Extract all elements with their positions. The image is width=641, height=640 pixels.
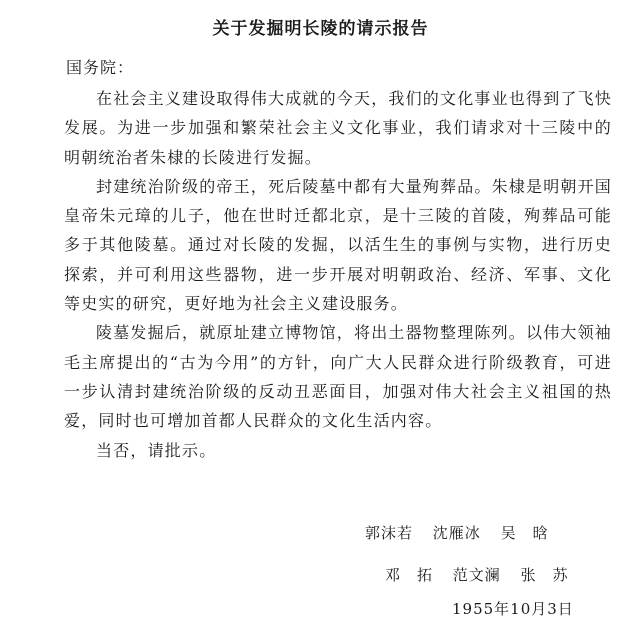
paragraph-2: 封建统治阶级的帝王，死后陵墓中都有大量殉葬品。朱棣是明朝开国皇帝朱元璋的儿子，他在世时迁都北京，是十三陵的首陵，殉葬品可能多于其他陵墓。通过对长陵的发掘，以活生生的事例与实物，进行历史探索，并可利用这些器物，进一步开展对明朝政治、经济、军事、文化等史实的研究，更好地为社会主义建设服务。 — [64, 176, 613, 314]
document-date: 1955年10月3日 — [452, 600, 574, 618]
signatory: 吴 晗 — [500, 524, 549, 542]
signatory: 范文澜 — [452, 566, 501, 584]
closing-request: 当否，请批示。 — [96, 440, 217, 460]
paragraph-1: 在社会主义建设取得伟大成就的今天，我们的文化事业也得到了飞快发展。为进一步加强和繁荣社会主义文化事业，我们请求对十三陵中的明朝统治者朱棣的长陵进行发掘。 — [64, 89, 613, 167]
document-body — [64, 84, 612, 465]
signatory: 张 苏 — [520, 566, 569, 584]
signatory: 沈雁冰 — [432, 524, 481, 542]
signatory: 邓 拓 — [385, 566, 434, 584]
signatories-line-2 — [385, 564, 583, 585]
paragraph-3: 陵墓发掘后，就原址建立博物馆，将出土器物整理陈列。以伟大领袖毛主席提出的“古为今用”的方针，向广大人民群众进行阶级教育，可进一步认清封建统治阶级的反动丑恶面目，加强对伟大社会主义祖国的热爱，同时也可增加首都人民群众的文化生活内容。 — [64, 323, 613, 431]
signatories-line-1 — [365, 522, 563, 543]
salutation: 国务院： — [66, 58, 135, 77]
signatory: 郭沫若 — [365, 524, 414, 542]
document-title: 关于发掘明长陵的请示报告 — [212, 19, 429, 39]
